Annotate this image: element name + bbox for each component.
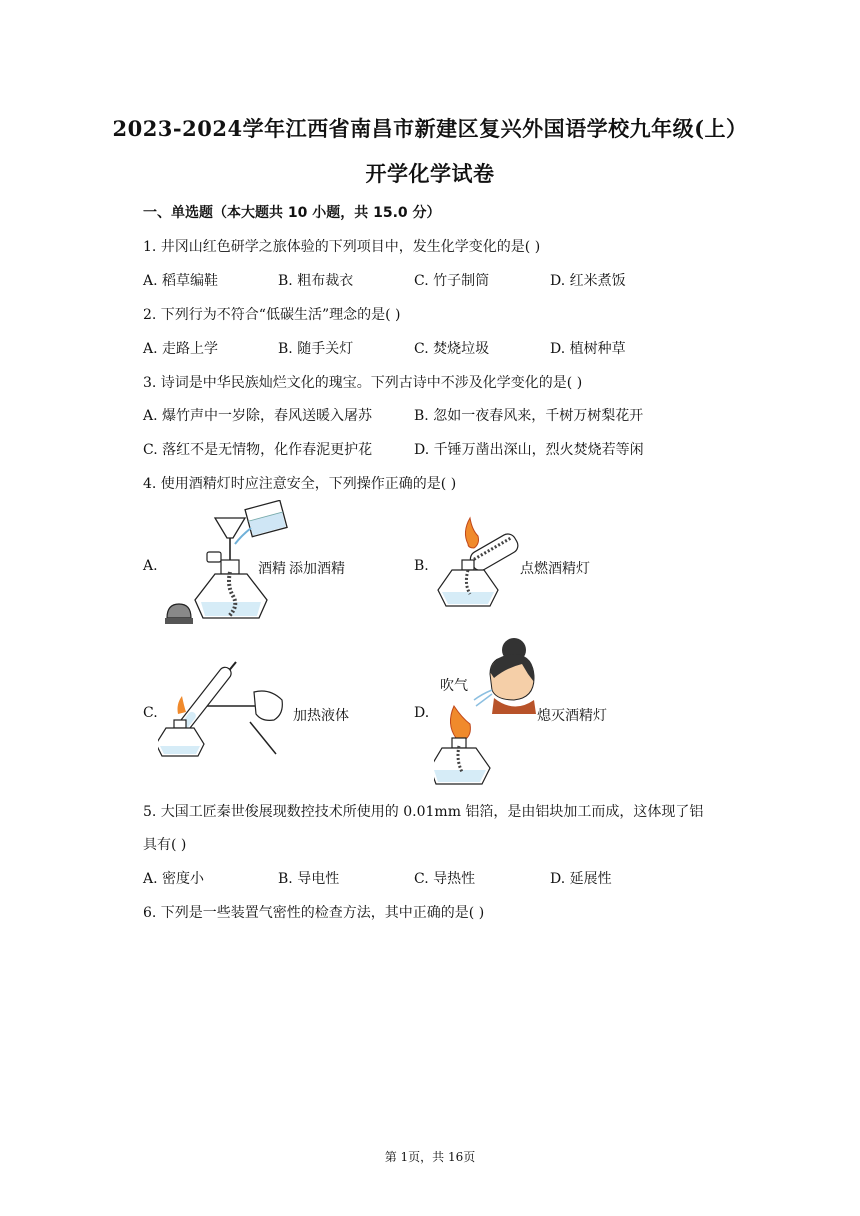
q3-option-b: B. 忽如一夜春风来，千树万树梨花开 — [414, 408, 644, 424]
q3-option-d: D. 千锤万凿出深山，烈火焚烧若等闲 — [414, 442, 644, 458]
q4-option-a: A. — [143, 558, 158, 574]
heat-liquid-figure — [158, 636, 288, 760]
q2-option-d: D. 植树种草 — [550, 341, 626, 357]
a-caption: 添加酒精 — [289, 561, 345, 577]
question-5-stem: 5. 大国工匠秦世俊展现数控技术所使用的 0.01mm 铝箔，是由铝块加工而成，这体现了铝 — [143, 804, 704, 820]
question-6-stem: 6. 下列是一些装置气密性的检查方法，其中正确的是( ) — [143, 905, 485, 921]
q3-option-c: C. 落红不是无情物，化作春泥更护花 — [143, 442, 373, 458]
q2-option-c: C. 焚烧垃圾 — [414, 341, 490, 357]
a-alcohol-tag: 酒精 — [258, 561, 286, 577]
section-heading: 一、单选题（本大题共 10 小题，共 15.0 分） — [143, 205, 441, 221]
page-title-line1: 2023-2024学年江西省南昌市新建区复兴外国语学校九年级(上） — [112, 116, 748, 141]
q4-option-d: D. — [414, 705, 430, 721]
d-caption: 熄灭酒精灯 — [537, 708, 607, 724]
q2-option-b: B. 随手关灯 — [278, 341, 354, 357]
q2-option-a: A. 走路上学 — [143, 341, 219, 357]
d-blow-tag: 吹气 — [440, 678, 468, 694]
question-1-stem: 1. 井冈山红色研学之旅体验的下列项目中，发生化学变化的是( ) — [143, 239, 541, 255]
page-title-line2: 开学化学试卷 — [365, 161, 495, 186]
q5-option-c: C. 导热性 — [414, 871, 476, 887]
question-4-stem: 4. 使用酒精灯时应注意安全，下列操作正确的是( ) — [143, 476, 457, 492]
q4-option-c: C. — [143, 705, 158, 721]
q5-option-d: D. 延展性 — [550, 871, 612, 887]
q1-option-c: C. 竹子制筒 — [414, 273, 490, 289]
q5-option-b: B. 导电性 — [278, 871, 340, 887]
q5-option-a: A. 密度小 — [143, 871, 205, 887]
question-2-stem: 2. 下列行为不符合“低碳生活”理念的是( ) — [143, 307, 401, 323]
question-5-stem-cont: 具有( ) — [143, 837, 187, 853]
blow-out-lamp-figure — [434, 634, 538, 786]
light-lamp-figure — [432, 514, 522, 614]
q1-option-d: D. 红米煮饭 — [550, 273, 626, 289]
question-3-stem: 3. 诗词是中华民族灿烂文化的瑰宝。下列古诗中不涉及化学变化的是( ) — [143, 375, 583, 391]
q1-option-b: B. 粗布裁衣 — [278, 273, 354, 289]
q3-option-a: A. 爆竹声中一岁除，春风送暖入屠苏 — [143, 408, 373, 424]
q1-option-a: A. 稻草编鞋 — [143, 273, 219, 289]
page-footer: 第 1页，共 16页 — [384, 1150, 476, 1164]
q4-option-b: B. — [414, 558, 429, 574]
c-caption: 加热液体 — [293, 708, 349, 724]
b-caption: 点燃酒精灯 — [520, 561, 590, 577]
